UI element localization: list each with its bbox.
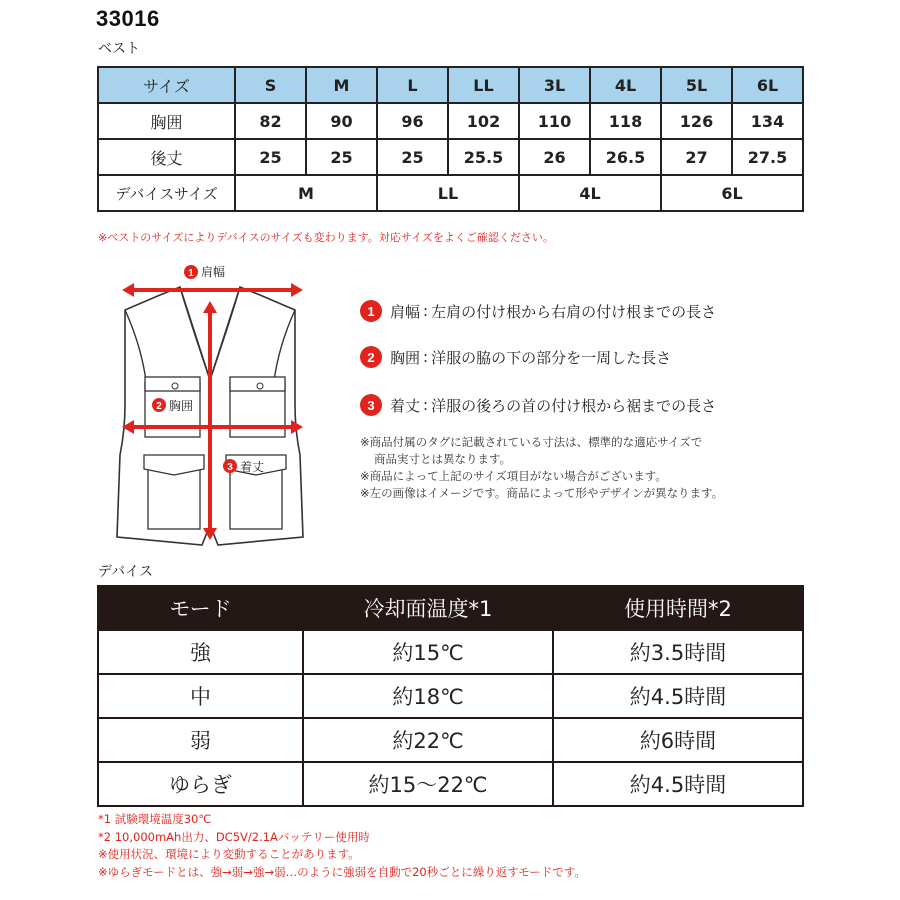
time-cell: 約3.5時間	[553, 630, 803, 674]
row-label: デバイスサイズ	[98, 175, 235, 211]
table-cell: 25	[377, 139, 448, 175]
table-cell: 6L	[661, 175, 803, 211]
table-cell: 25.5	[448, 139, 519, 175]
table-cell: 25	[306, 139, 377, 175]
table-row	[98, 762, 803, 806]
row-label: 胸囲	[98, 103, 235, 139]
temp-cell: 約15℃	[303, 630, 553, 674]
time-cell: 約6時間	[553, 718, 803, 762]
note-line: ※商品付属のタグに記載されている寸法は、標準的な適応サイズで	[360, 435, 703, 449]
note-line: ※商品によって上記のサイズ項目がない場合がございます。	[360, 469, 667, 483]
table-cell: 118	[590, 103, 661, 139]
device-section-label: デバイス	[98, 564, 154, 580]
table-cell: 27.5	[732, 139, 803, 175]
mode-cell: 強	[98, 630, 303, 674]
temp-cell: 約18℃	[303, 674, 553, 718]
size-header-cell: M	[306, 67, 377, 103]
size-header-row	[98, 67, 803, 103]
size-note: ※ベストのサイズによりデバイスのサイズも変わります。対応サイズをよくご確認ください。	[98, 231, 554, 244]
table-cell: 126	[661, 103, 732, 139]
mode-cell: ゆらぎ	[98, 762, 303, 806]
device-footnotes	[98, 811, 586, 881]
diagram-badge-1: 1	[188, 268, 194, 279]
footnote: *1 試験環境温度30℃	[98, 812, 212, 826]
vest-section-label: ベスト	[98, 41, 140, 57]
number-badge: 3	[360, 394, 382, 416]
diagram-label-shoulder: 肩幅	[201, 265, 226, 279]
legend-term: 着丈	[390, 396, 421, 415]
size-header-cell: 5L	[661, 67, 732, 103]
table-cell: 96	[377, 103, 448, 139]
legend-description: 洋服の後ろの首の付け根から裾までの長さ	[431, 396, 717, 415]
table-row	[98, 630, 803, 674]
table-cell: 110	[519, 103, 590, 139]
device-table	[97, 585, 804, 807]
device-size-row	[98, 175, 803, 211]
size-header-cell: 4L	[590, 67, 661, 103]
table-row	[98, 718, 803, 762]
mode-cell: 中	[98, 674, 303, 718]
legend-description: 洋服の脇の下の部分を一周した長さ	[431, 348, 672, 367]
legend-item-chest	[360, 346, 671, 368]
temp-cell: 約22℃	[303, 718, 553, 762]
size-header-cell: S	[235, 67, 306, 103]
footnote: ※ゆらぎモードとは、強→弱→強→弱…のように強弱を自動で20秒ごとに繰り返すモードです。	[98, 864, 586, 879]
row-label: 後丈	[98, 139, 235, 175]
time-cell: 約4.5時間	[553, 674, 803, 718]
table-row	[98, 674, 803, 718]
table-cell: 26.5	[590, 139, 661, 175]
note-line: 商品実寸とは異なります。	[374, 452, 512, 466]
table-cell: 102	[448, 103, 519, 139]
legend-separator: :	[423, 396, 429, 414]
device-header-cell: モード	[98, 586, 303, 630]
legend-separator: :	[423, 348, 429, 366]
legend-separator: :	[423, 302, 429, 320]
vest-illustration	[110, 255, 310, 550]
product-code: 33016	[96, 6, 160, 31]
table-cell: 90	[306, 103, 377, 139]
number-badge: 1	[360, 300, 382, 322]
size-table	[97, 66, 804, 212]
table-cell: M	[235, 175, 377, 211]
table-cell: 4L	[519, 175, 661, 211]
legend-term: 肩幅	[390, 302, 421, 321]
size-header-cell: LL	[448, 67, 519, 103]
device-header-row	[98, 586, 803, 630]
note-line: ※左の画像はイメージです。商品によって形やデザインが異なります。	[360, 486, 724, 500]
legend-item-shoulder	[360, 300, 716, 322]
measurement-notes	[360, 434, 723, 502]
table-cell: 134	[732, 103, 803, 139]
table-cell: 25	[235, 139, 306, 175]
mode-cell: 弱	[98, 718, 303, 762]
vest-diagram	[110, 255, 310, 550]
footnote: *2 10,000mAh出力、DC5V/2.1Aバッテリー使用時	[98, 829, 370, 844]
diagram-label-chest: 胸囲	[169, 399, 194, 413]
diagram-label-length: 着丈	[240, 460, 265, 474]
size-header-cell: L	[377, 67, 448, 103]
legend-term: 胸囲	[390, 348, 421, 367]
number-badge: 2	[360, 346, 382, 368]
table-cell: 27	[661, 139, 732, 175]
time-cell: 約4.5時間	[553, 762, 803, 806]
size-header-cell: 3L	[519, 67, 590, 103]
chest-row	[98, 103, 803, 139]
table-cell: LL	[377, 175, 519, 211]
diagram-badge-2: 2	[156, 401, 162, 412]
size-header-cell: サイズ	[98, 67, 235, 103]
table-cell: 82	[235, 103, 306, 139]
table-cell: 26	[519, 139, 590, 175]
legend-item-length	[360, 394, 716, 416]
legend-description: 左肩の付け根から右肩の付け根までの長さ	[431, 302, 717, 321]
size-header-cell: 6L	[732, 67, 803, 103]
back-length-row	[98, 139, 803, 175]
footnote: ※使用状況、環境により変動することがあります。	[98, 847, 360, 861]
device-header-cell: 使用時間*2	[553, 586, 803, 630]
diagram-badge-3: 3	[227, 462, 233, 473]
temp-cell: 約15〜22℃	[303, 762, 553, 806]
device-header-cell: 冷却面温度*1	[303, 586, 553, 630]
